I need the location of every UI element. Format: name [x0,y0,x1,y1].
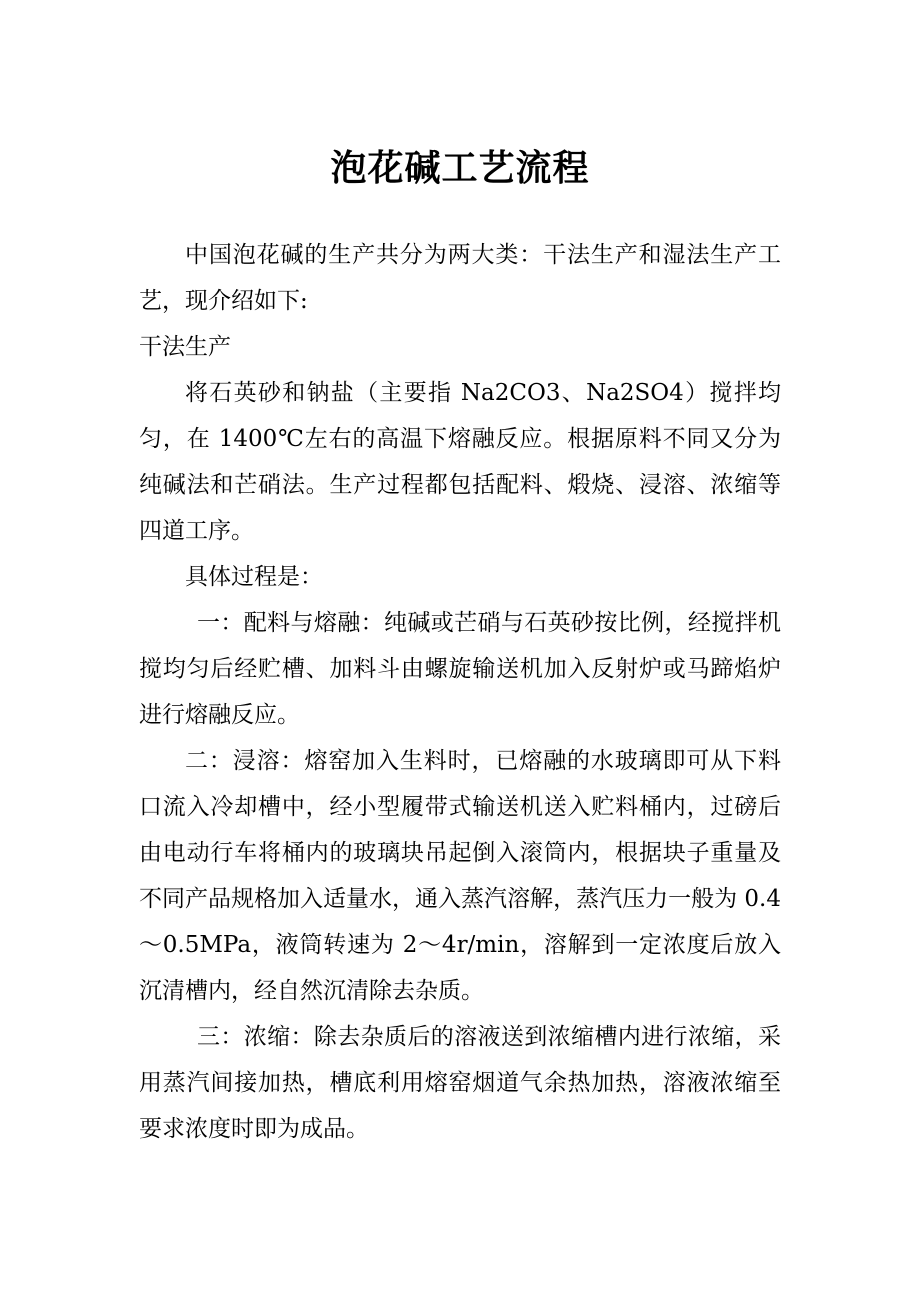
description-paragraph: 将石英砂和钠盐（主要指 Na2CO3、Na2SO4）搅拌均匀，在 1400℃左右的高温下熔融反应。根据原料不同又分为纯碱法和芒硝法。生产过程都包括配料、煅烧、浸溶、浓缩等四道工序。 [139,380,781,544]
step-paragraph: 三：浓缩：除去杂质后的溶液送到浓缩槽内进行浓缩，采用蒸汽间接加热，槽底利用熔窑烟道气余热加热，溶液浓缩至要求浓度时即为成品。 [139,1024,781,1142]
intro-paragraph: 中国泡花碱的生产共分为两大类：干法生产和湿法生产工艺，现介绍如下: [139,242,781,314]
step-paragraph: 一：配料与熔融：纯碱或芒硝与石英砂按比例，经搅拌机搅均匀后经贮槽、加料斗由螺旋输送机加入反射炉或马蹄焰炉进行熔融反应。 [139,610,781,728]
section-heading: 干法生产 [139,334,231,360]
document-title: 泡花碱工艺流程 [330,147,590,189]
process-intro-paragraph: 具体过程是： [185,564,323,590]
title-spacer [139,196,781,232]
step-paragraph: 二：浸溶：熔窑加入生料时，已熔融的水玻璃即可从下料口流入冷却槽中，经小型履带式输送机送入贮料桶内，过磅后由电动行车将桶内的玻璃块吊起倒入滚筒内，根据块子重量及不同产品规格加入适量水，通入蒸汽溶解，蒸汽压力一般为 0.4～0.5MPa，液筒转速为 2～4r/min，溶解到一定浓度后放入沉清槽内，经自然沉清除去杂质。 [139,748,781,1004]
document-body [139,140,781,1152]
